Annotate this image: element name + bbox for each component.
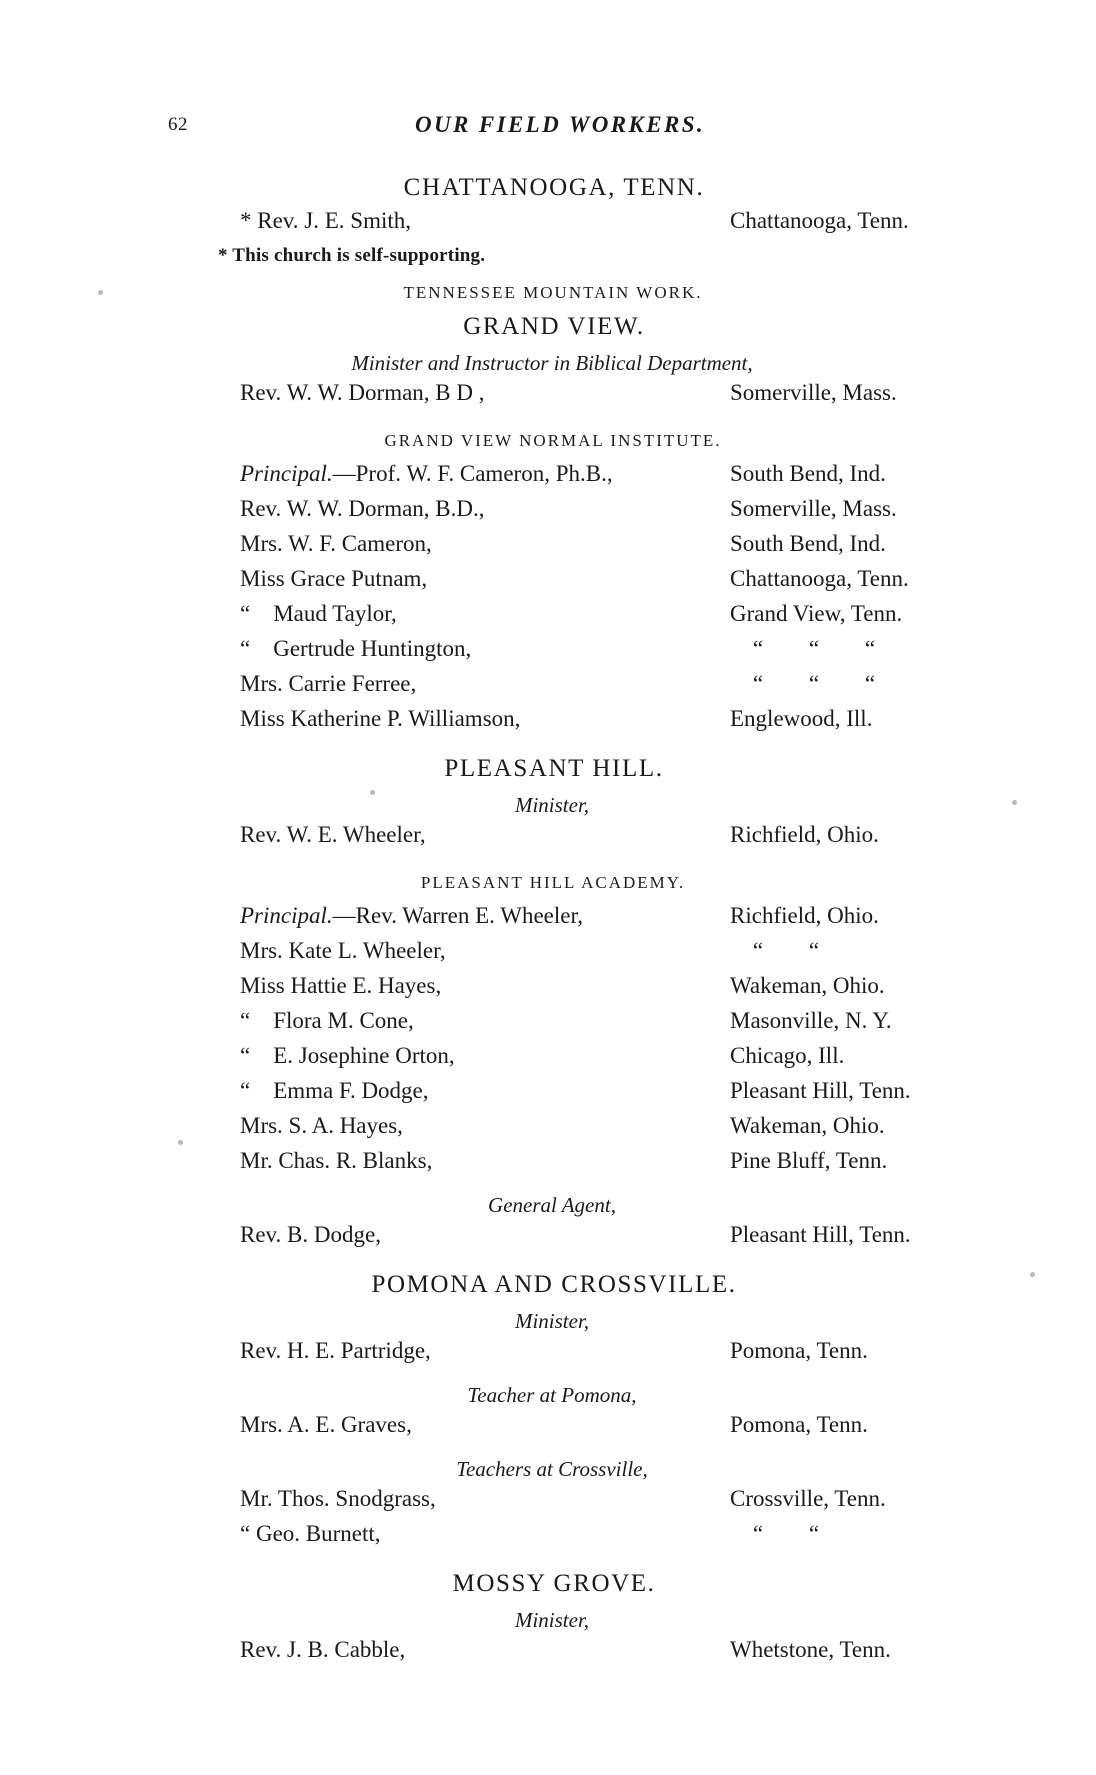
- running-head: OUR FIELD WORKERS.: [414, 112, 706, 137]
- entry-place: Pleasant Hill, Tenn.: [730, 1078, 911, 1103]
- ditto-mark: “: [864, 636, 876, 661]
- entry-place: Somerville, Mass.: [730, 380, 897, 405]
- entry-name: “ E. Josephine Orton,: [240, 1043, 455, 1068]
- section-heading: POMONA AND CROSSVILLE.: [371, 1271, 737, 1298]
- ditto-mark: “: [864, 671, 876, 696]
- entry-name: Rev. W. W. Dorman, B D ,: [240, 380, 485, 405]
- entry-name: * Rev. J. E. Smith,: [240, 208, 412, 233]
- entry-row: [0, 1412, 1096, 1447]
- entry-place: Wakeman, Ohio.: [730, 973, 885, 998]
- entry-name: Rev. B. Dodge,: [240, 1222, 381, 1247]
- section-subheading: Minister,: [514, 1608, 590, 1632]
- entry-place: Masonville, N. Y.: [730, 1008, 892, 1033]
- entry-name: Mrs. S. A. Hayes,: [240, 1113, 403, 1138]
- entry-row: [0, 1486, 1096, 1521]
- ditto-mark: “: [808, 671, 820, 696]
- entry-row: [0, 1521, 1096, 1556]
- entry-place: Wakeman, Ohio.: [730, 1113, 885, 1138]
- entry-row: [0, 208, 1096, 243]
- section-mossy-grove: [0, 1570, 1096, 1672]
- entry-name: “ Maud Taylor,: [240, 601, 397, 626]
- entry-name: [240, 461, 613, 487]
- section-subheading: Teacher at Pomona,: [467, 1383, 637, 1407]
- entry-place: Richfield, Ohio.: [730, 903, 879, 928]
- entry-name: Miss Grace Putnam,: [240, 566, 428, 591]
- section-smallcaps-heading: PLEASANT HILL ACADEMY.: [420, 873, 686, 892]
- entry-name-text: —Prof. W. F. Cameron, Ph.B.,: [332, 461, 613, 486]
- entry-name: Mrs. Kate L. Wheeler,: [240, 938, 446, 963]
- page-number: 62: [168, 114, 188, 135]
- entry-place: Pleasant Hill, Tenn.: [730, 1222, 911, 1247]
- entry-place: Chattanooga, Tenn.: [730, 208, 909, 233]
- entry-place: Whetstone, Tenn.: [730, 1637, 891, 1662]
- page-body: [0, 160, 1096, 1672]
- section-heading: MOSSY GROVE.: [452, 1570, 656, 1597]
- section-subheading: Minister,: [514, 793, 590, 817]
- entry-name: Mr. Thos. Snodgrass,: [240, 1486, 436, 1511]
- entry-place: Somerville, Mass.: [730, 496, 897, 521]
- entry-place: Chicago, Ill.: [730, 1043, 845, 1068]
- entry-place: Chattanooga, Tenn.: [730, 566, 909, 591]
- scan-speck: [178, 1140, 183, 1145]
- section-heading: PLEASANT HILL.: [444, 755, 664, 782]
- entry-row: [0, 1008, 1096, 1043]
- entry-row: [0, 1338, 1096, 1373]
- scan-speck: [98, 290, 103, 295]
- entry-name: Mr. Chas. R. Blanks,: [240, 1148, 433, 1173]
- entry-name: “ Flora M. Cone,: [240, 1008, 414, 1033]
- entry-row: [0, 531, 1096, 566]
- entry-role: Principal.: [240, 461, 333, 486]
- entry-name: Rev. W. E. Wheeler,: [240, 822, 426, 847]
- section-teacher-at-pomona: [0, 1383, 1096, 1447]
- section-teachers-at-crossville: [0, 1457, 1096, 1556]
- ditto-mark: “: [808, 1521, 820, 1546]
- section-subheading: Teachers at Crossville,: [456, 1457, 648, 1481]
- entry-row: [0, 566, 1096, 601]
- entry-place: Richfield, Ohio.: [730, 822, 879, 847]
- entry-place: South Bend, Ind.: [730, 531, 886, 556]
- entry-place-ditto: [730, 1521, 980, 1547]
- ditto-mark: “: [752, 1521, 764, 1546]
- ditto-mark: “: [808, 636, 820, 661]
- section-pleasant-hill: [0, 755, 1096, 857]
- ditto-mark: “: [752, 636, 764, 661]
- entry-place: Grand View, Tenn.: [730, 601, 903, 626]
- section-subheading: General Agent,: [488, 1193, 616, 1217]
- entry-name: [240, 903, 583, 929]
- entry-place: Englewood, Ill.: [730, 706, 873, 731]
- entry-name: Rev. W. W. Dorman, B.D.,: [240, 496, 485, 521]
- entry-name: Mrs. A. E. Graves,: [240, 1412, 412, 1437]
- ditto-mark: “: [752, 671, 764, 696]
- entry-name: “ Geo. Burnett,: [240, 1521, 381, 1546]
- section-pleasant-hill-academy: [0, 873, 1096, 1183]
- section-subheading: Minister and Instructor in Biblical Department,: [351, 351, 753, 375]
- page-header: [0, 112, 1096, 144]
- entry-role: Principal.: [240, 903, 333, 928]
- entry-place: Crossville, Tenn.: [730, 1486, 886, 1511]
- entry-row: [0, 1043, 1096, 1078]
- entry-row: [0, 636, 1096, 671]
- entry-row: [0, 1148, 1096, 1183]
- entry-row: [0, 938, 1096, 973]
- ditto-mark: “: [752, 938, 764, 963]
- entry-row: [0, 380, 1096, 415]
- entry-name: Mrs. Carrie Ferree,: [240, 671, 417, 696]
- entry-row: [0, 822, 1096, 857]
- ditto-mark: “: [808, 938, 820, 963]
- entry-name: “ Emma F. Dodge,: [240, 1078, 429, 1103]
- entry-place: Pomona, Tenn.: [730, 1338, 868, 1363]
- section-grand-view-normal-institute: [0, 431, 1096, 741]
- entry-row: [0, 461, 1096, 496]
- entry-row: [0, 601, 1096, 636]
- entry-row: [0, 973, 1096, 1008]
- section-heading: GRAND VIEW.: [463, 313, 645, 340]
- entry-name: Rev. H. E. Partridge,: [240, 1338, 431, 1363]
- scan-speck: [370, 790, 375, 795]
- entry-place-ditto: [730, 938, 980, 964]
- entry-place-ditto: [730, 671, 980, 697]
- entry-name: Miss Hattie E. Hayes,: [240, 973, 442, 998]
- entry-row: [0, 671, 1096, 706]
- entry-row: [0, 496, 1096, 531]
- entry-name: Mrs. W. F. Cameron,: [240, 531, 432, 556]
- entry-row: [0, 706, 1096, 741]
- footnote-self-supporting: * This church is self-supporting.: [218, 245, 486, 266]
- section-smallcaps-heading: TENNESSEE MOUNTAIN WORK.: [403, 283, 703, 302]
- entry-place: Pine Bluff, Tenn.: [730, 1148, 888, 1173]
- scan-speck: [1012, 800, 1017, 805]
- entry-place: Pomona, Tenn.: [730, 1412, 868, 1437]
- section-chattanooga: [0, 174, 1096, 267]
- entry-name: Rev. J. B. Cabble,: [240, 1637, 406, 1662]
- entry-name: “ Gertrude Huntington,: [240, 636, 472, 661]
- entry-place-ditto: [730, 636, 980, 662]
- scan-speck: [1030, 1272, 1035, 1277]
- section-heading: CHATTANOOGA, TENN.: [403, 174, 705, 201]
- entry-name: Miss Katherine P. Williamson,: [240, 706, 521, 731]
- entry-row: [0, 1637, 1096, 1672]
- entry-place: South Bend, Ind.: [730, 461, 886, 486]
- section-grand-view: [0, 283, 1096, 415]
- entry-row: [0, 1222, 1096, 1257]
- entry-row: [0, 1113, 1096, 1148]
- section-pomona-crossville: [0, 1271, 1096, 1373]
- entry-row: [0, 1078, 1096, 1113]
- section-smallcaps-heading: GRAND VIEW NORMAL INSTITUTE.: [384, 431, 722, 450]
- section-general-agent: [0, 1193, 1096, 1257]
- entry-name-text: —Rev. Warren E. Wheeler,: [332, 903, 583, 928]
- entry-row: [0, 903, 1096, 938]
- section-subheading: Minister,: [514, 1309, 590, 1333]
